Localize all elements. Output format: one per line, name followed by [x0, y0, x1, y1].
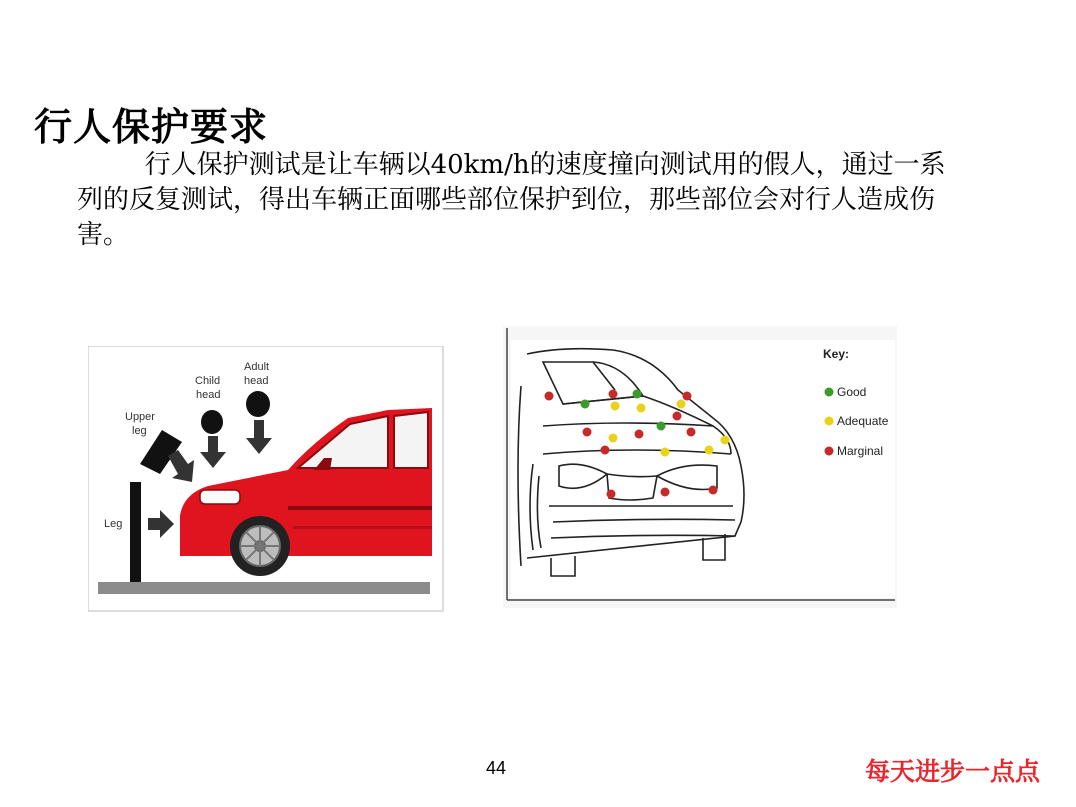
key-marginal-swatch — [825, 447, 834, 456]
upper-leg-label-line2: leg — [132, 425, 147, 437]
upper-leg-label-line1: Upper — [125, 411, 155, 423]
child-head-impactor — [201, 410, 223, 434]
child-head-label-line2: head — [196, 389, 221, 401]
page-number: 44 — [486, 758, 507, 778]
test-point-marginal — [709, 486, 718, 495]
adult-head-impactor — [246, 391, 270, 417]
test-point-marginal — [607, 490, 616, 499]
test-point-marginal — [661, 488, 670, 497]
test-point-marginal — [673, 412, 682, 421]
adult-head-label-line1: Adult — [244, 361, 270, 373]
key-good-swatch — [825, 388, 834, 397]
test-point-adequate — [705, 446, 714, 455]
test-point-marginal — [545, 392, 554, 401]
child-head-label-line1: Child — [195, 375, 221, 387]
adult-head-label-line2: head — [244, 375, 269, 387]
test-point-adequate — [637, 404, 646, 413]
test-point-good — [633, 390, 642, 399]
key-marginal-label: Marginal — [837, 444, 884, 458]
key-adequate-label: Adequate — [837, 414, 889, 428]
test-point-marginal — [683, 392, 692, 401]
test-point-marginal — [601, 446, 610, 455]
key-title: Key: — [823, 347, 850, 361]
test-point-marginal — [583, 428, 592, 437]
rating-diagram — [503, 326, 897, 608]
footer-slogan: 每天进步一点点 — [864, 757, 1040, 786]
test-point-adequate — [661, 448, 670, 457]
key-adequate-swatch — [825, 417, 834, 426]
test-point-good — [657, 422, 666, 431]
test-point-adequate — [611, 402, 620, 411]
test-point-good — [581, 400, 590, 409]
impact-diagram-svg — [88, 346, 444, 612]
body-paragraph: 行人保护测试是让车辆以40km/h的速度撞向测试用的假人，通过一系列的反复测试，得出车辆正面哪些部位保护到位，那些部位会对行人造成伤害。 — [77, 150, 946, 250]
leg-label: Leg — [104, 518, 123, 530]
body-text — [77, 148, 957, 253]
test-point-marginal — [687, 428, 696, 437]
test-point-marginal — [635, 430, 644, 439]
test-point-adequate — [721, 436, 730, 445]
ground-strip — [98, 582, 430, 594]
test-point-marginal — [609, 390, 618, 399]
test-point-adequate — [677, 400, 686, 409]
key-good-label: Good — [837, 385, 867, 399]
impact-diagram — [88, 346, 444, 612]
test-point-adequate — [609, 434, 618, 443]
rating-diagram-svg — [503, 326, 897, 608]
leg-impactor — [130, 482, 141, 582]
slide-title: 行人保护要求 — [34, 104, 269, 149]
